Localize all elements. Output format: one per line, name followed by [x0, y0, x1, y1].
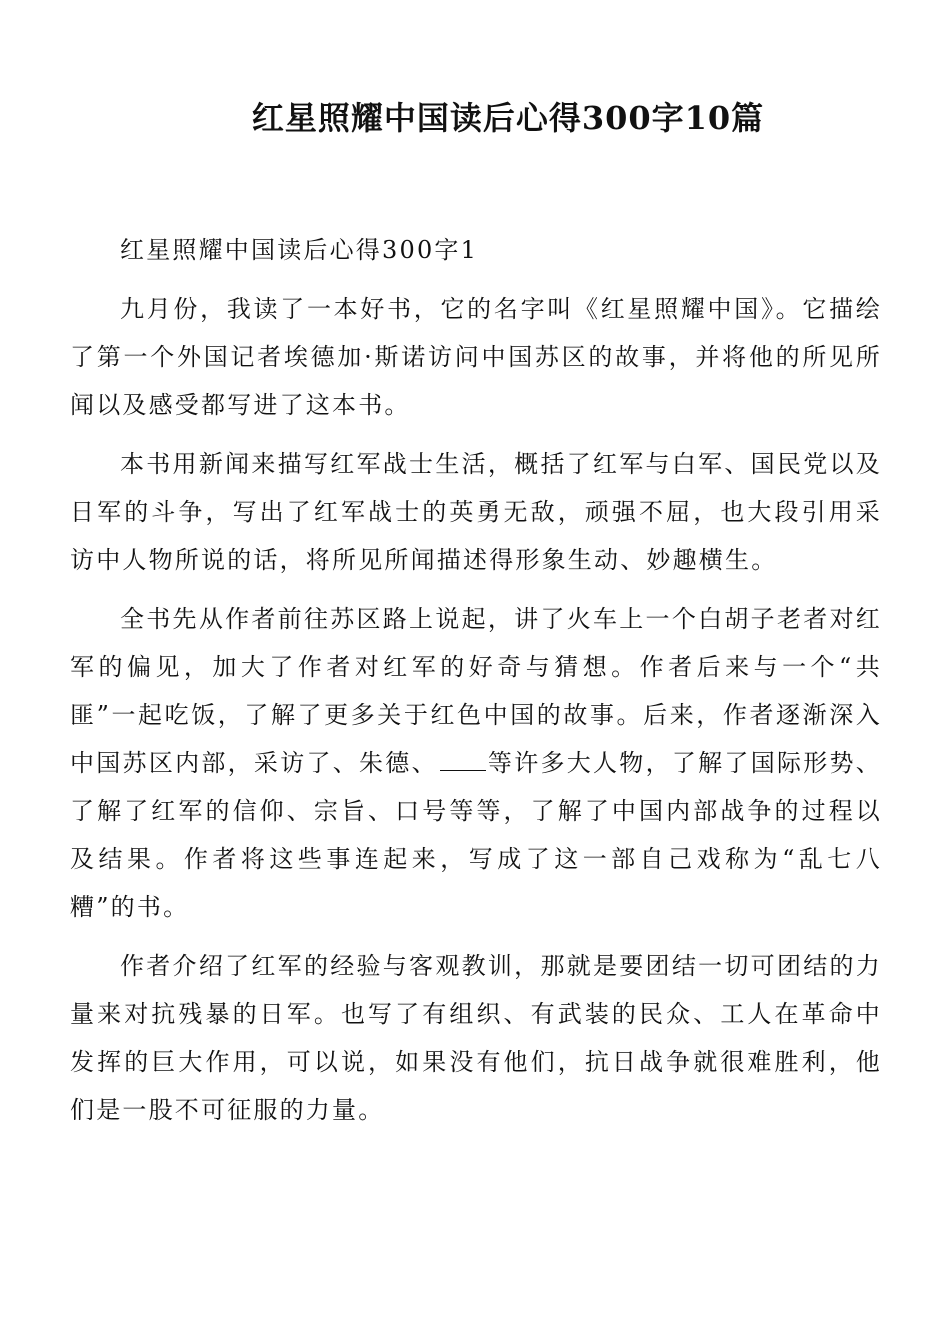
fill-in-blank — [440, 750, 486, 771]
paragraph-3-part-1: 全书先从作者前往苏区路上说起，讲了火车上一个白胡子老者对红军的偏见，加大了作者对红军的好奇与猜想。作者后来与一个“共匪”一起吃饭，了解了更多关于红色中国的故事。后来，作者逐渐深入中国苏区内部，采访了、朱德、 — [70, 605, 882, 777]
paragraph-3 — [70, 595, 882, 931]
document-title: 红星照耀中国读后心得300字10篇 — [251, 99, 765, 137]
paragraph-3-part-2: 等许多大人物，了解了国际形势、了解了红军的信仰、宗旨、口号等等，了解了中国内部战争的过程以及结果。作者将这些事连起来，写成了这一部自己戏称为“乱七八糟”的书。 — [70, 749, 882, 921]
paragraph-2: 本书用新闻来描写红军战士生活，概括了红军与白军、国民党以及日军的斗争，写出了红军战士的英勇无敌，顽强不屈，也大段引用采访中人物所说的话，将所见所闻描述得形象生动、妙趣横生。 — [70, 450, 882, 574]
document-body — [70, 226, 882, 1145]
paragraph-4: 作者介绍了红军的经验与客观教训，那就是要团结一切可团结的力量来对抗残暴的日军。也写了有组织、有武装的民众、工人在革命中发挥的巨大作用，可以说，如果没有他们，抗日战争就很难胜利，他们是一股不可征服的力量。 — [70, 952, 882, 1124]
section-heading: 红星照耀中国读后心得300字1 — [120, 236, 479, 264]
paragraph-1: 九月份，我读了一本好书，它的名字叫《红星照耀中国》。它描绘了第一个外国记者埃德加·斯诺访问中国苏区的故事，并将他的所见所闻以及感受都写进了这本书。 — [70, 295, 882, 419]
